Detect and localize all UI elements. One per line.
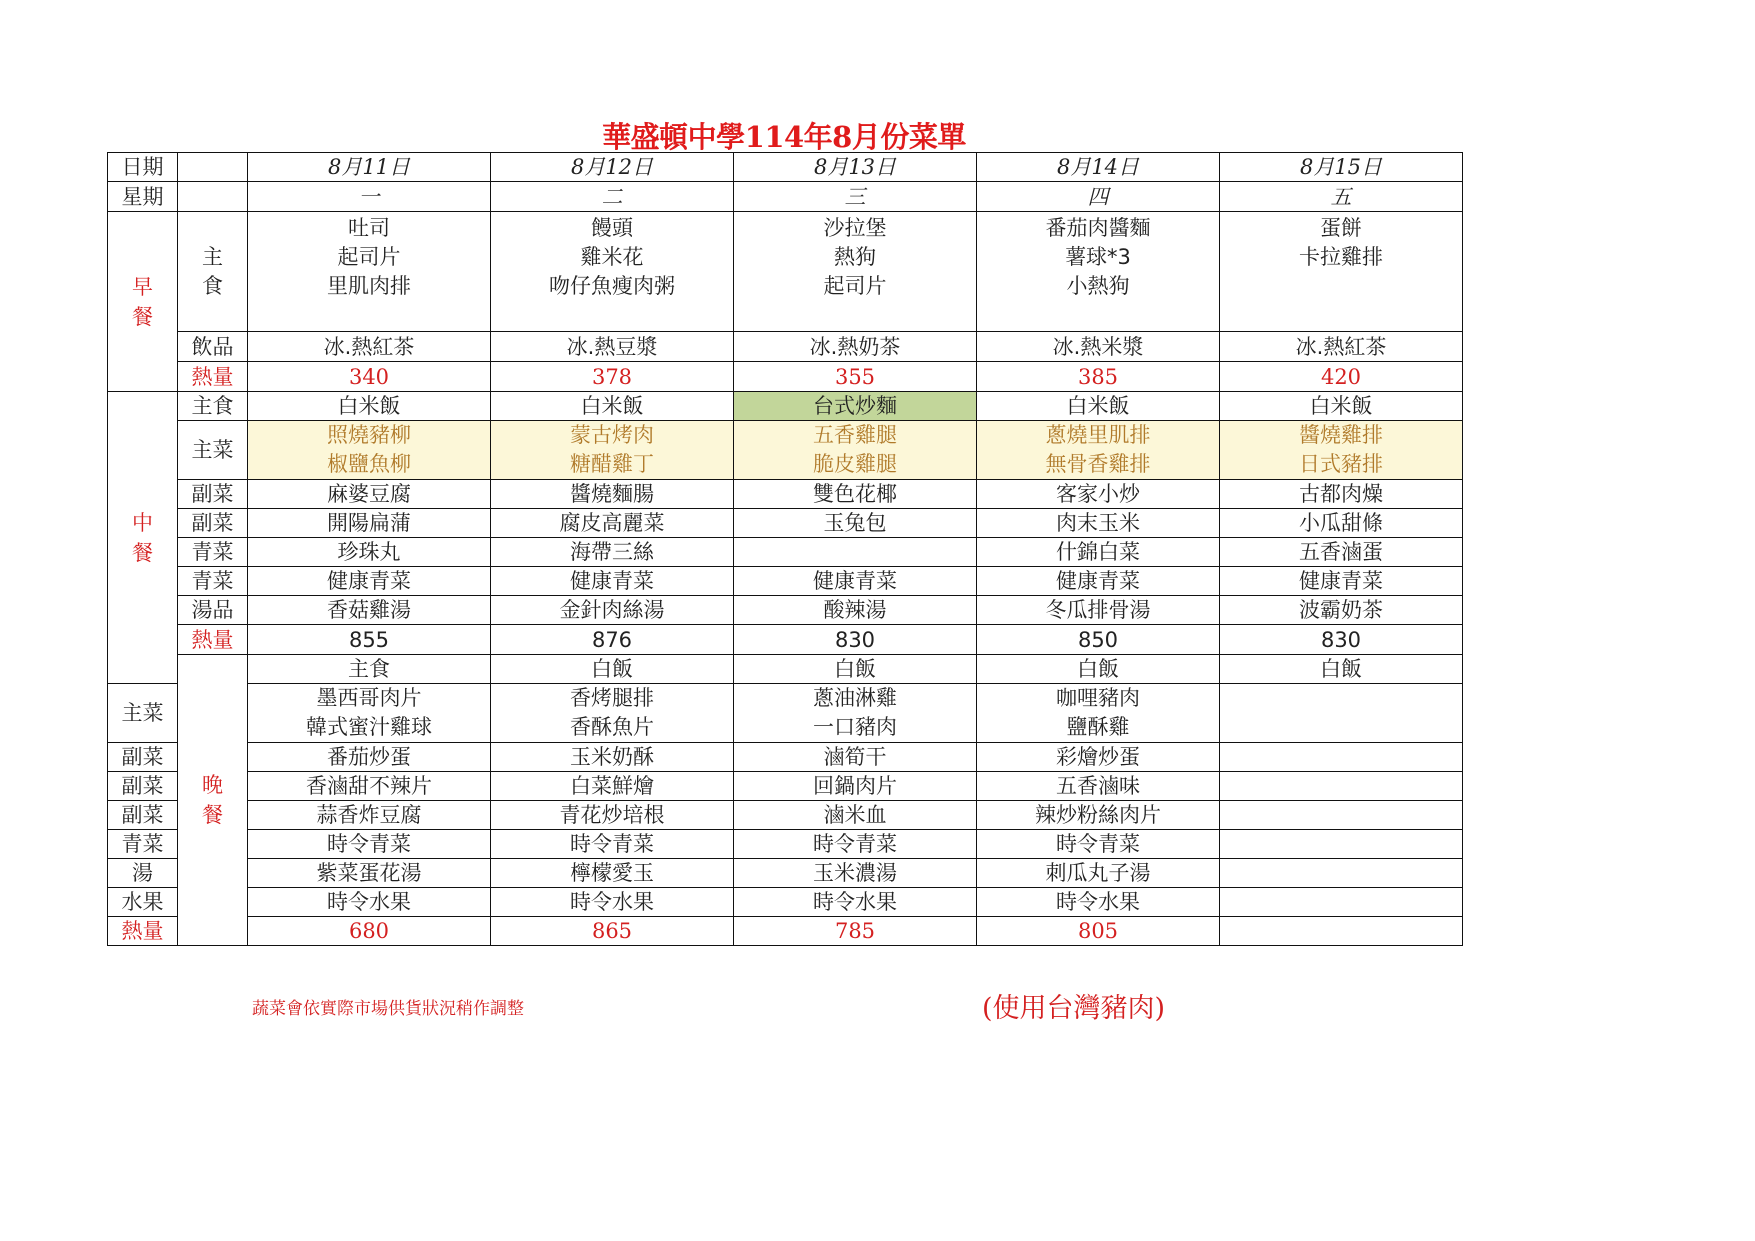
dinner-main-cell [1220, 684, 1463, 743]
lunch-main-cell [1220, 421, 1463, 480]
breakfast-drink-cell: 冰.熱紅茶 [248, 332, 491, 362]
soup-item-label: 湯品 [178, 596, 248, 625]
main-dish-label: 主菜 [108, 684, 178, 743]
breakfast-label [108, 212, 178, 392]
lunch-side1-cell: 古都肉燥 [1220, 480, 1463, 509]
breakfast-staple-cell [977, 212, 1220, 332]
dinner-main-cell [248, 684, 491, 743]
cell-line: 韓式蜜汁雞球 [306, 715, 432, 739]
cell-line: 椒鹽魚柳 [327, 452, 411, 476]
lunch-soup-cell: 波霸奶茶 [1220, 596, 1463, 625]
soup-label: 湯 [108, 859, 178, 888]
dinner-veg-cell [1220, 830, 1463, 859]
lunch-calories-cell: 850 [977, 625, 1220, 655]
cell-line: 中 餐 [132, 510, 153, 565]
lunch-side1-cell: 麻婆豆腐 [248, 480, 491, 509]
lunch-staple-cell: 白米飯 [1220, 392, 1463, 421]
dinner-main-cell [977, 684, 1220, 743]
fruit-label: 水果 [108, 888, 178, 917]
menu-table [107, 152, 1463, 946]
dinner-side2-cell: 五香滷味 [977, 772, 1220, 801]
cell-line: 早 餐 [132, 274, 153, 329]
dinner-fruit-cell: 時令水果 [734, 888, 977, 917]
lunch-veg2-cell: 健康青菜 [491, 567, 734, 596]
cell-line: 雞米花 [580, 245, 644, 269]
dinner-side1-cell: 玉米奶酥 [491, 743, 734, 772]
dinner-fruit-cell [1220, 888, 1463, 917]
cell-line: 香酥魚片 [570, 715, 654, 739]
weekday-cell: 四 [977, 182, 1220, 212]
lunch-soup-cell: 酸辣湯 [734, 596, 977, 625]
page-title: 華盛頓中學114年8月份菜單 [602, 120, 966, 154]
dinner-side2-cell: 香滷甜不辣片 [248, 772, 491, 801]
cell-line: 起司片 [823, 274, 887, 298]
cell-line: 晚 餐 [202, 773, 223, 827]
cell-line: 蛋餅 [1320, 216, 1362, 240]
date-cell: 8月11日 [248, 153, 491, 182]
breakfast-staple-cell [734, 212, 977, 332]
dinner-side2-cell: 回鍋肉片 [734, 772, 977, 801]
dinner-fruit-cell: 時令水果 [491, 888, 734, 917]
lunch-side2-cell: 小瓜甜條 [1220, 509, 1463, 538]
side-dish-label: 副菜 [108, 743, 178, 772]
lunch-side1-cell: 雙色花椰 [734, 480, 977, 509]
lunch-calories-cell: 830 [734, 625, 977, 655]
dinner-side3-cell: 蒜香炸豆腐 [248, 801, 491, 830]
cell-line: 蔥油淋雞 [813, 686, 897, 710]
dinner-calories-cell: 865 [491, 917, 734, 946]
cell-line: 熱狗 [834, 245, 876, 269]
dinner-calories-cell [1220, 917, 1463, 946]
cell-line: 卡拉雞排 [1299, 245, 1383, 269]
lunch-side2-cell: 腐皮高麗菜 [491, 509, 734, 538]
lunch-main-cell [734, 421, 977, 480]
cell-line: 番茄肉醬麵 [1045, 216, 1151, 240]
lunch-veg1-cell: 五香滷蛋 [1220, 538, 1463, 567]
dinner-veg-cell: 時令青菜 [734, 830, 977, 859]
lunch-side2-cell: 肉末玉米 [977, 509, 1220, 538]
breakfast-calories-cell: 385 [977, 362, 1220, 392]
lunch-label [108, 392, 178, 684]
veg-label: 青菜 [108, 830, 178, 859]
cell-line: 咖哩豬肉 [1056, 686, 1140, 710]
lunch-soup-cell: 香菇雞湯 [248, 596, 491, 625]
dinner-veg-cell: 時令青菜 [977, 830, 1220, 859]
calories-label: 熱量 [108, 917, 178, 946]
weekday-cell: 二 [491, 182, 734, 212]
cell-line: 醬燒雞排 [1299, 423, 1383, 447]
date-cell: 8月14日 [977, 153, 1220, 182]
lunch-main-cell [491, 421, 734, 480]
dinner-main-cell [734, 684, 977, 743]
date-label: 日期 [108, 153, 178, 182]
lunch-staple-cell: 白米飯 [491, 392, 734, 421]
staple-label: 主食 [248, 655, 491, 684]
dinner-fruit-cell: 時令水果 [977, 888, 1220, 917]
breakfast-drink-cell: 冰.熱奶茶 [734, 332, 977, 362]
dinner-veg-cell: 時令青菜 [248, 830, 491, 859]
date-cell: 8月12日 [491, 153, 734, 182]
cell-line: 主 食 [202, 244, 223, 298]
cell-line: 小熱狗 [1066, 274, 1130, 298]
staple-label: 主食 [178, 392, 248, 421]
dinner-calories-cell: 785 [734, 917, 977, 946]
cell-line: 里肌肉排 [327, 274, 411, 298]
calories-label: 熱量 [178, 625, 248, 655]
lunch-main-cell [248, 421, 491, 480]
date-cell: 8月15日 [1220, 153, 1463, 182]
weekday-cell: 一 [248, 182, 491, 212]
dinner-side3-cell [1220, 801, 1463, 830]
breakfast-calories-cell: 420 [1220, 362, 1463, 392]
cell-line: 鹽酥雞 [1066, 715, 1130, 739]
pork-note: (使用台灣豬肉) [982, 993, 1166, 1024]
dinner-side1-cell [1220, 743, 1463, 772]
lunch-veg1-cell: 海帶三絲 [491, 538, 734, 567]
lunch-veg2-cell: 健康青菜 [248, 567, 491, 596]
cell-line: 蒙古烤肉 [570, 423, 654, 447]
cell-line: 沙拉堡 [823, 216, 887, 240]
cell-line: 香烤腿排 [570, 686, 654, 710]
cell-line: 饅頭 [591, 216, 633, 240]
lunch-side1-cell: 客家小炒 [977, 480, 1220, 509]
lunch-side1-cell: 醬燒麵腸 [491, 480, 734, 509]
weekday-label: 星期 [108, 182, 178, 212]
lunch-veg1-cell: 什錦白菜 [977, 538, 1220, 567]
dinner-side1-cell: 番茄炒蛋 [248, 743, 491, 772]
dinner-side2-cell: 白菜鮮燴 [491, 772, 734, 801]
dinner-side3-cell: 滷米血 [734, 801, 977, 830]
calories-label: 熱量 [178, 362, 248, 392]
dinner-soup-cell: 檸檬愛玉 [491, 859, 734, 888]
breakfast-staple-cell [491, 212, 734, 332]
dinner-soup-cell: 玉米濃湯 [734, 859, 977, 888]
lunch-calories-cell: 876 [491, 625, 734, 655]
breakfast-drink-cell: 冰.熱紅茶 [1220, 332, 1463, 362]
cell-line: 日式豬排 [1299, 452, 1383, 476]
veg-label: 青菜 [178, 567, 248, 596]
cell-line: 脆皮雞腿 [813, 452, 897, 476]
cell-line: 糖醋雞丁 [570, 452, 654, 476]
lunch-veg2-cell: 健康青菜 [734, 567, 977, 596]
side-dish-label: 副菜 [108, 801, 178, 830]
breakfast-staple-cell [248, 212, 491, 332]
drink-label: 飲品 [178, 332, 248, 362]
lunch-veg1-cell: 珍珠丸 [248, 538, 491, 567]
cell-line: 五香雞腿 [813, 423, 897, 447]
lunch-staple-cell: 白米飯 [977, 392, 1220, 421]
lunch-calories-cell: 830 [1220, 625, 1463, 655]
side-dish-label: 副菜 [178, 480, 248, 509]
lunch-staple-cell: 台式炒麵 [734, 392, 977, 421]
veg-label: 青菜 [178, 538, 248, 567]
cell-line: 墨西哥肉片 [316, 686, 422, 710]
lunch-veg1-cell [734, 538, 977, 567]
lunch-staple-cell: 白米飯 [248, 392, 491, 421]
vegetable-note: 蔬菜會依實際市場供貨狀況稍作調整 [252, 999, 524, 1019]
dinner-calories-cell: 680 [248, 917, 491, 946]
cell-line: 起司片 [337, 245, 401, 269]
cell-line: 吐司 [348, 216, 390, 240]
staple-label [178, 212, 248, 332]
breakfast-calories-cell: 340 [248, 362, 491, 392]
dinner-label [178, 655, 248, 946]
dinner-staple-cell: 白飯 [734, 655, 977, 684]
lunch-side2-cell: 開陽扁蒲 [248, 509, 491, 538]
lunch-side2-cell: 玉兔包 [734, 509, 977, 538]
dinner-side1-cell: 滷筍干 [734, 743, 977, 772]
empty-cell [178, 182, 248, 212]
breakfast-staple-cell [1220, 212, 1463, 332]
dinner-soup-cell [1220, 859, 1463, 888]
dinner-side3-cell: 青花炒培根 [491, 801, 734, 830]
breakfast-drink-cell: 冰.熱米漿 [977, 332, 1220, 362]
lunch-soup-cell: 冬瓜排骨湯 [977, 596, 1220, 625]
empty-cell [178, 153, 248, 182]
lunch-main-cell [977, 421, 1220, 480]
lunch-veg2-cell: 健康青菜 [977, 567, 1220, 596]
cell-line: 照燒豬柳 [327, 423, 411, 447]
main-dish-label: 主菜 [178, 421, 248, 480]
dinner-calories-cell: 805 [977, 917, 1220, 946]
dinner-side1-cell: 彩燴炒蛋 [977, 743, 1220, 772]
cell-line: 無骨香雞排 [1045, 452, 1151, 476]
dinner-soup-cell: 刺瓜丸子湯 [977, 859, 1220, 888]
weekday-cell: 五 [1220, 182, 1463, 212]
dinner-main-cell [491, 684, 734, 743]
breakfast-calories-cell: 378 [491, 362, 734, 392]
lunch-soup-cell: 金針肉絲湯 [491, 596, 734, 625]
side-dish-label: 副菜 [178, 509, 248, 538]
dinner-fruit-cell: 時令水果 [248, 888, 491, 917]
date-cell: 8月13日 [734, 153, 977, 182]
breakfast-calories-cell: 355 [734, 362, 977, 392]
side-dish-label: 副菜 [108, 772, 178, 801]
dinner-staple-cell: 白飯 [977, 655, 1220, 684]
dinner-side2-cell [1220, 772, 1463, 801]
lunch-veg2-cell: 健康青菜 [1220, 567, 1463, 596]
dinner-veg-cell: 時令青菜 [491, 830, 734, 859]
dinner-staple-cell: 白飯 [491, 655, 734, 684]
dinner-side3-cell: 辣炒粉絲肉片 [977, 801, 1220, 830]
lunch-calories-cell: 855 [248, 625, 491, 655]
dinner-soup-cell: 紫菜蛋花湯 [248, 859, 491, 888]
weekday-cell: 三 [734, 182, 977, 212]
cell-line: 薯球*3 [1065, 245, 1131, 269]
breakfast-drink-cell: 冰.熱豆漿 [491, 332, 734, 362]
cell-line: 一口豬肉 [813, 715, 897, 739]
dinner-staple-cell: 白飯 [1220, 655, 1463, 684]
cell-line: 蔥燒里肌排 [1045, 423, 1151, 447]
cell-line: 吻仔魚瘦肉粥 [549, 274, 675, 298]
